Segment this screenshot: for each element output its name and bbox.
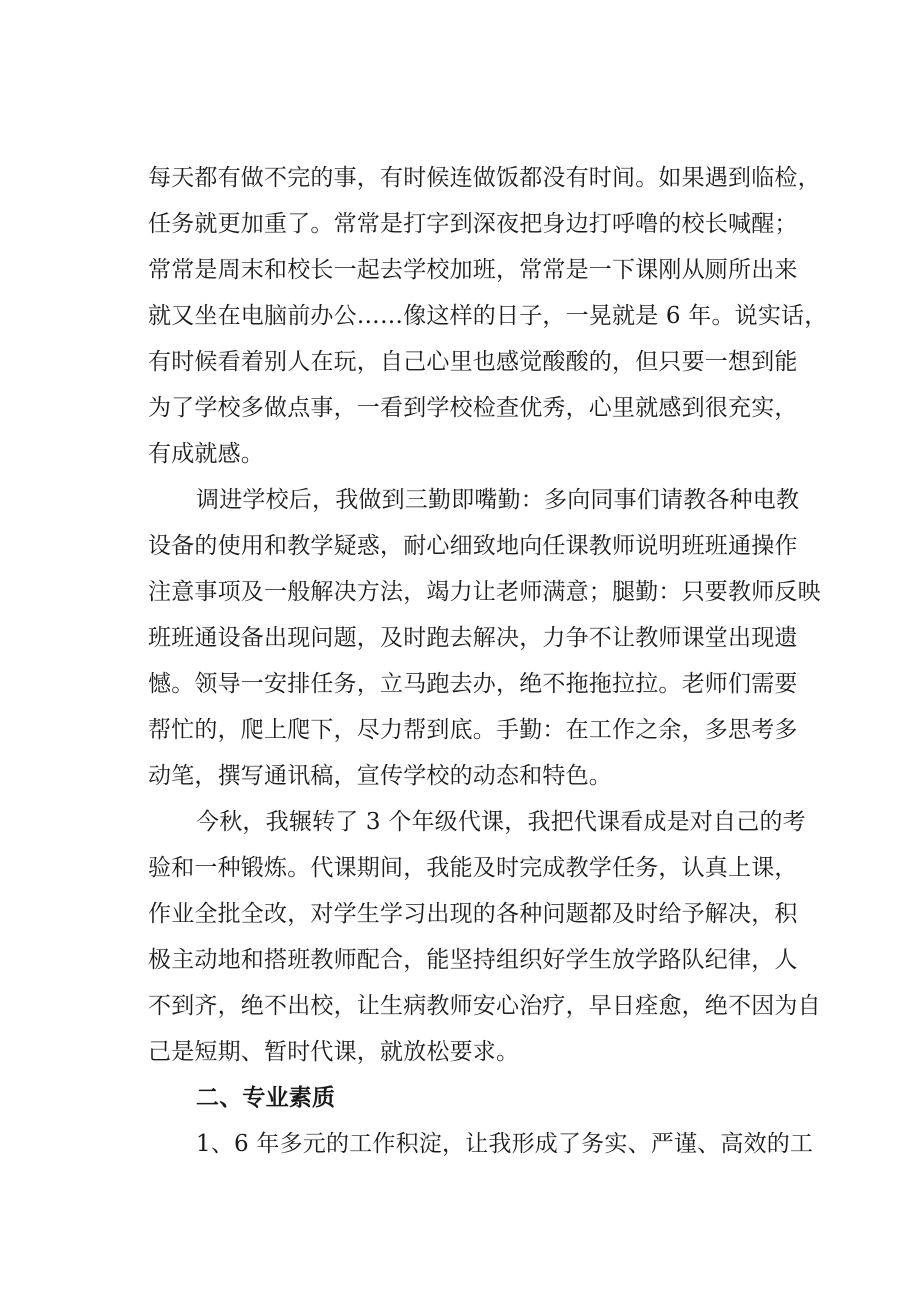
text-line-16: 验和一种锻炼。代课期间，我能及时完成教学任务，认真上课， [148, 855, 798, 881]
text-line-20: 己是短期、暂时代课，就放松要求。 [148, 1039, 520, 1065]
text-line-5: 有时候看着别人在玩，自己心里也感觉酸酸的，但只要一想到能 [148, 349, 798, 375]
document-body [148, 155, 828, 1167]
text-line-3: 常常是周末和校长一起去学校加班，常常是一下课刚从厕所出来 [148, 257, 798, 283]
text-line-18: 极主动地和搭班教师配合，能坚持组织好学生放学路队纪律，人 [148, 947, 798, 973]
text-line-13: 帮忙的，爬上爬下，尽力帮到底。手勤：在工作之余，多思考多 [148, 717, 798, 743]
text-line-9: 设备的使用和教学疑惑，耐心细致地向任课教师说明班班通操作 [148, 533, 798, 559]
text-line-6: 为了学校多做点事，一看到学校检查优秀，心里就感到很充实， [148, 395, 798, 421]
text-line-15: 今秋，我辗转了 3 个年级代课，我把代课看成是对自己的考 [196, 809, 806, 835]
text-line-4: 就又坐在电脑前办公……像这样的日子，一晃就是 6 年。说实话， [148, 303, 828, 329]
text-line-7: 有成就感。 [148, 441, 264, 467]
text-line-1: 每天都有做不完的事，有时候连做饭都没有时间。如果遇到临检， [148, 165, 821, 191]
text-line-14: 动笔，撰写通讯稿，宣传学校的动态和特色。 [148, 763, 612, 789]
text-line-2: 任务就更加重了。常常是打字到深夜把身边打呼噜的校长喊醒； [148, 211, 798, 237]
text-line-11: 班班通设备出现问题，及时跑去解决，力争不让教师课堂出现遗 [148, 625, 798, 651]
text-line-17: 作业全批全改，对学生学习出现的各种问题都及时给予解决，积 [148, 901, 798, 927]
text-line-12: 憾。领导一安排任务，立马跑去办，绝不拖拖拉拉。老师们需要 [148, 671, 798, 697]
section-heading: 二、专业素质 [196, 1085, 336, 1111]
text-line-22: 1、6 年多元的工作积淀，让我形成了务实、严谨、高效的工 [196, 1131, 814, 1157]
text-line-10: 注意事项及一般解决方法，竭力让老师满意；腿勤：只要教师反映 [148, 579, 821, 605]
text-line-19: 不到齐，绝不出校，让生病教师安心治疗，早日痊愈，绝不因为自 [148, 993, 821, 1019]
text-line-8: 调进学校后，我做到三勤即嘴勤：多向同事们请教各种电教 [196, 487, 800, 513]
